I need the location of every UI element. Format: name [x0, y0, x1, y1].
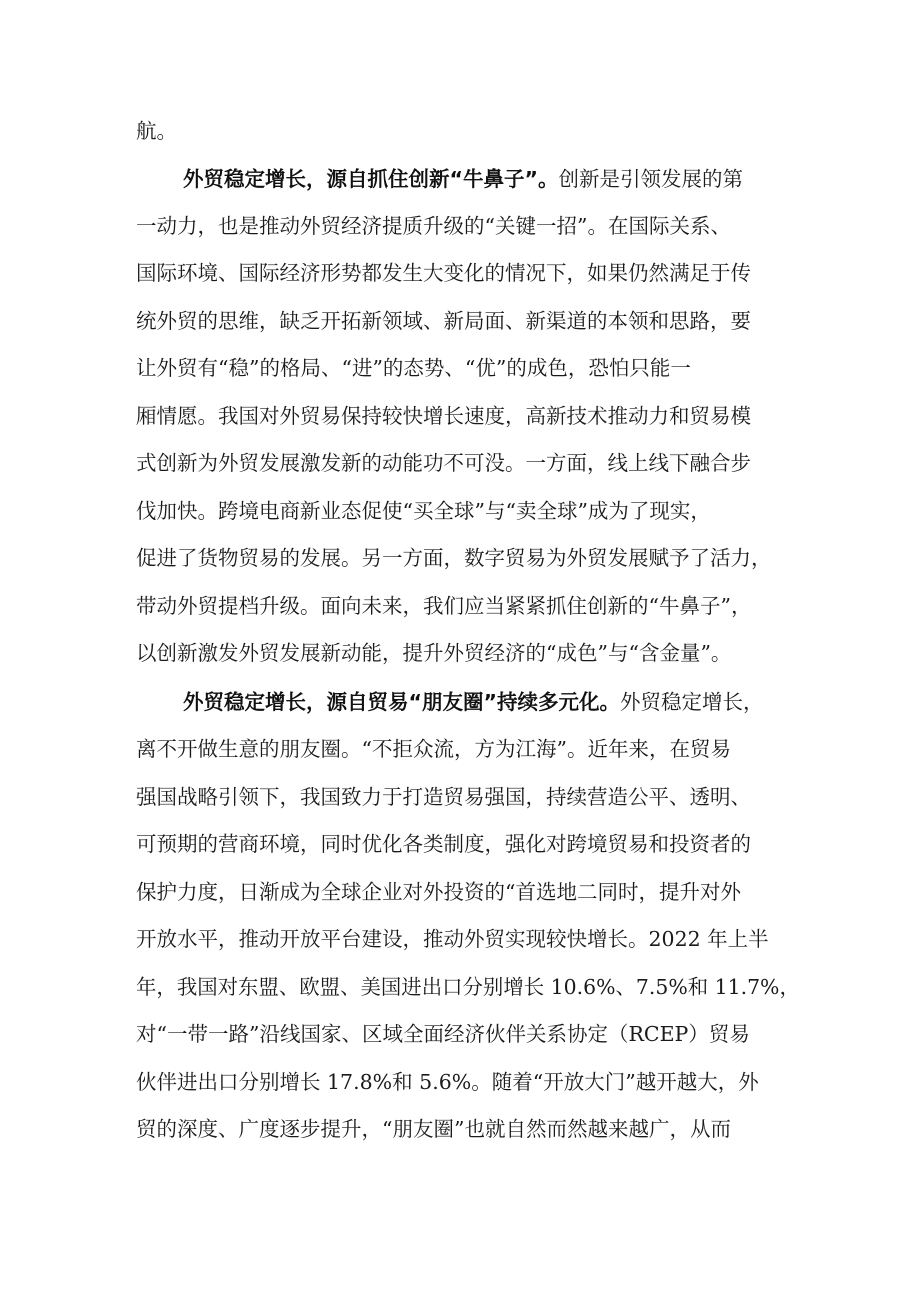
paragraph-heading-line: [183, 162, 743, 196]
text-line: [136, 446, 751, 480]
text-line: [136, 922, 769, 956]
line-text: 航。: [136, 119, 177, 143]
paragraph-heading-line: [183, 685, 763, 719]
line-text: 国际环境、国际经济形势都发生大变化的情况下，如果仍然满足于传: [136, 261, 751, 285]
line-text: 离不开做生意的朋友圈。“不拒众流，方为江海”。近年来，在贸易: [136, 737, 731, 761]
text-line: [136, 114, 177, 148]
text-line: [136, 209, 731, 243]
text-line: [136, 970, 800, 1004]
line-text: 促进了货物贸易的发展。另一方面，数字贸易为外贸发展赋予了活力，: [136, 546, 772, 570]
line-text: 厢情愿。我国对外贸易保持较快增长速度，高新技术推动力和贸易模: [136, 404, 751, 428]
line-text: 可预期的营商环境，同时优化各类制度，强化对跨境贸易和投资者的: [136, 832, 751, 856]
text-line: [136, 780, 751, 814]
text-line: [136, 541, 772, 575]
text-line: [136, 827, 751, 861]
line-text: 统外贸的思维，缺乏开拓新领域、新局面、新渠道的本领和思路，要: [136, 309, 751, 333]
text-line: [136, 1112, 731, 1146]
text-line: [136, 1065, 759, 1099]
text-line: [136, 589, 751, 623]
text-line: [136, 351, 691, 385]
text-line: [136, 256, 751, 290]
line-text: 保护力度，日渐成为全球企业对外投资的“首选地二同时，提升对外: [136, 880, 741, 904]
paragraph-heading: 外贸稳定增长，源自抓住创新“牛鼻子”。: [183, 167, 559, 191]
line-text: 一动力，也是推动外贸经济提质升级的“关键一招”。在国际关系、: [136, 214, 731, 238]
line-text: 让外贸有“稳”的格局、“进”的态势、“优”的成色，恐怕只能一: [136, 356, 691, 380]
text-line: [136, 875, 741, 909]
line-text: 伙伴进出口分别增长 17.8%和 5.6%。随着“开放大门”越开越大，外: [136, 1070, 759, 1094]
text-line: [136, 732, 731, 766]
line-text: 外贸稳定增长，: [619, 690, 764, 714]
line-text: 以创新激发外贸发展新动能，提升外贸经济的“成色”与“含金量”。: [136, 641, 732, 665]
line-text: 创新是引领发展的第: [558, 167, 743, 191]
line-text: 强国战略引领下，我国致力于打造贸易强国，持续营造公平、透明、: [136, 785, 751, 809]
text-line: [136, 1017, 750, 1051]
line-text: 贸的深度、广度逐步提升，“朋友圈”也就自然而然越来越广，从而: [136, 1117, 731, 1141]
line-text: 伐加快。跨境电商新业态促使“买全球”与“卖全球”成为了现实，: [136, 499, 711, 523]
text-line: [136, 399, 751, 433]
text-line: [136, 636, 731, 670]
text-line: [136, 494, 711, 528]
line-text: 带动外贸提档升级。面向未来，我们应当紧紧抓住创新的“牛鼻子”，: [136, 594, 752, 618]
line-text: 开放水平，推动开放平台建设，推动外贸实现较快增长。2022 年上半: [136, 927, 769, 951]
line-text: 年，我国对东盟、欧盟、美国进出口分别增长 10.6%、7.5%和 11.7%，: [136, 975, 800, 999]
paragraph-heading: 外贸稳定增长，源自贸易“朋友圈”持续多元化。: [183, 690, 620, 714]
line-text: 式创新为外贸发展激发新的动能功不可没。一方面，线上线下融合步: [136, 451, 751, 475]
text-line: [136, 304, 751, 338]
line-text: 对“一带一路”沿线国家、区域全面经济伙伴关系协定（RCEP）贸易: [136, 1022, 750, 1046]
